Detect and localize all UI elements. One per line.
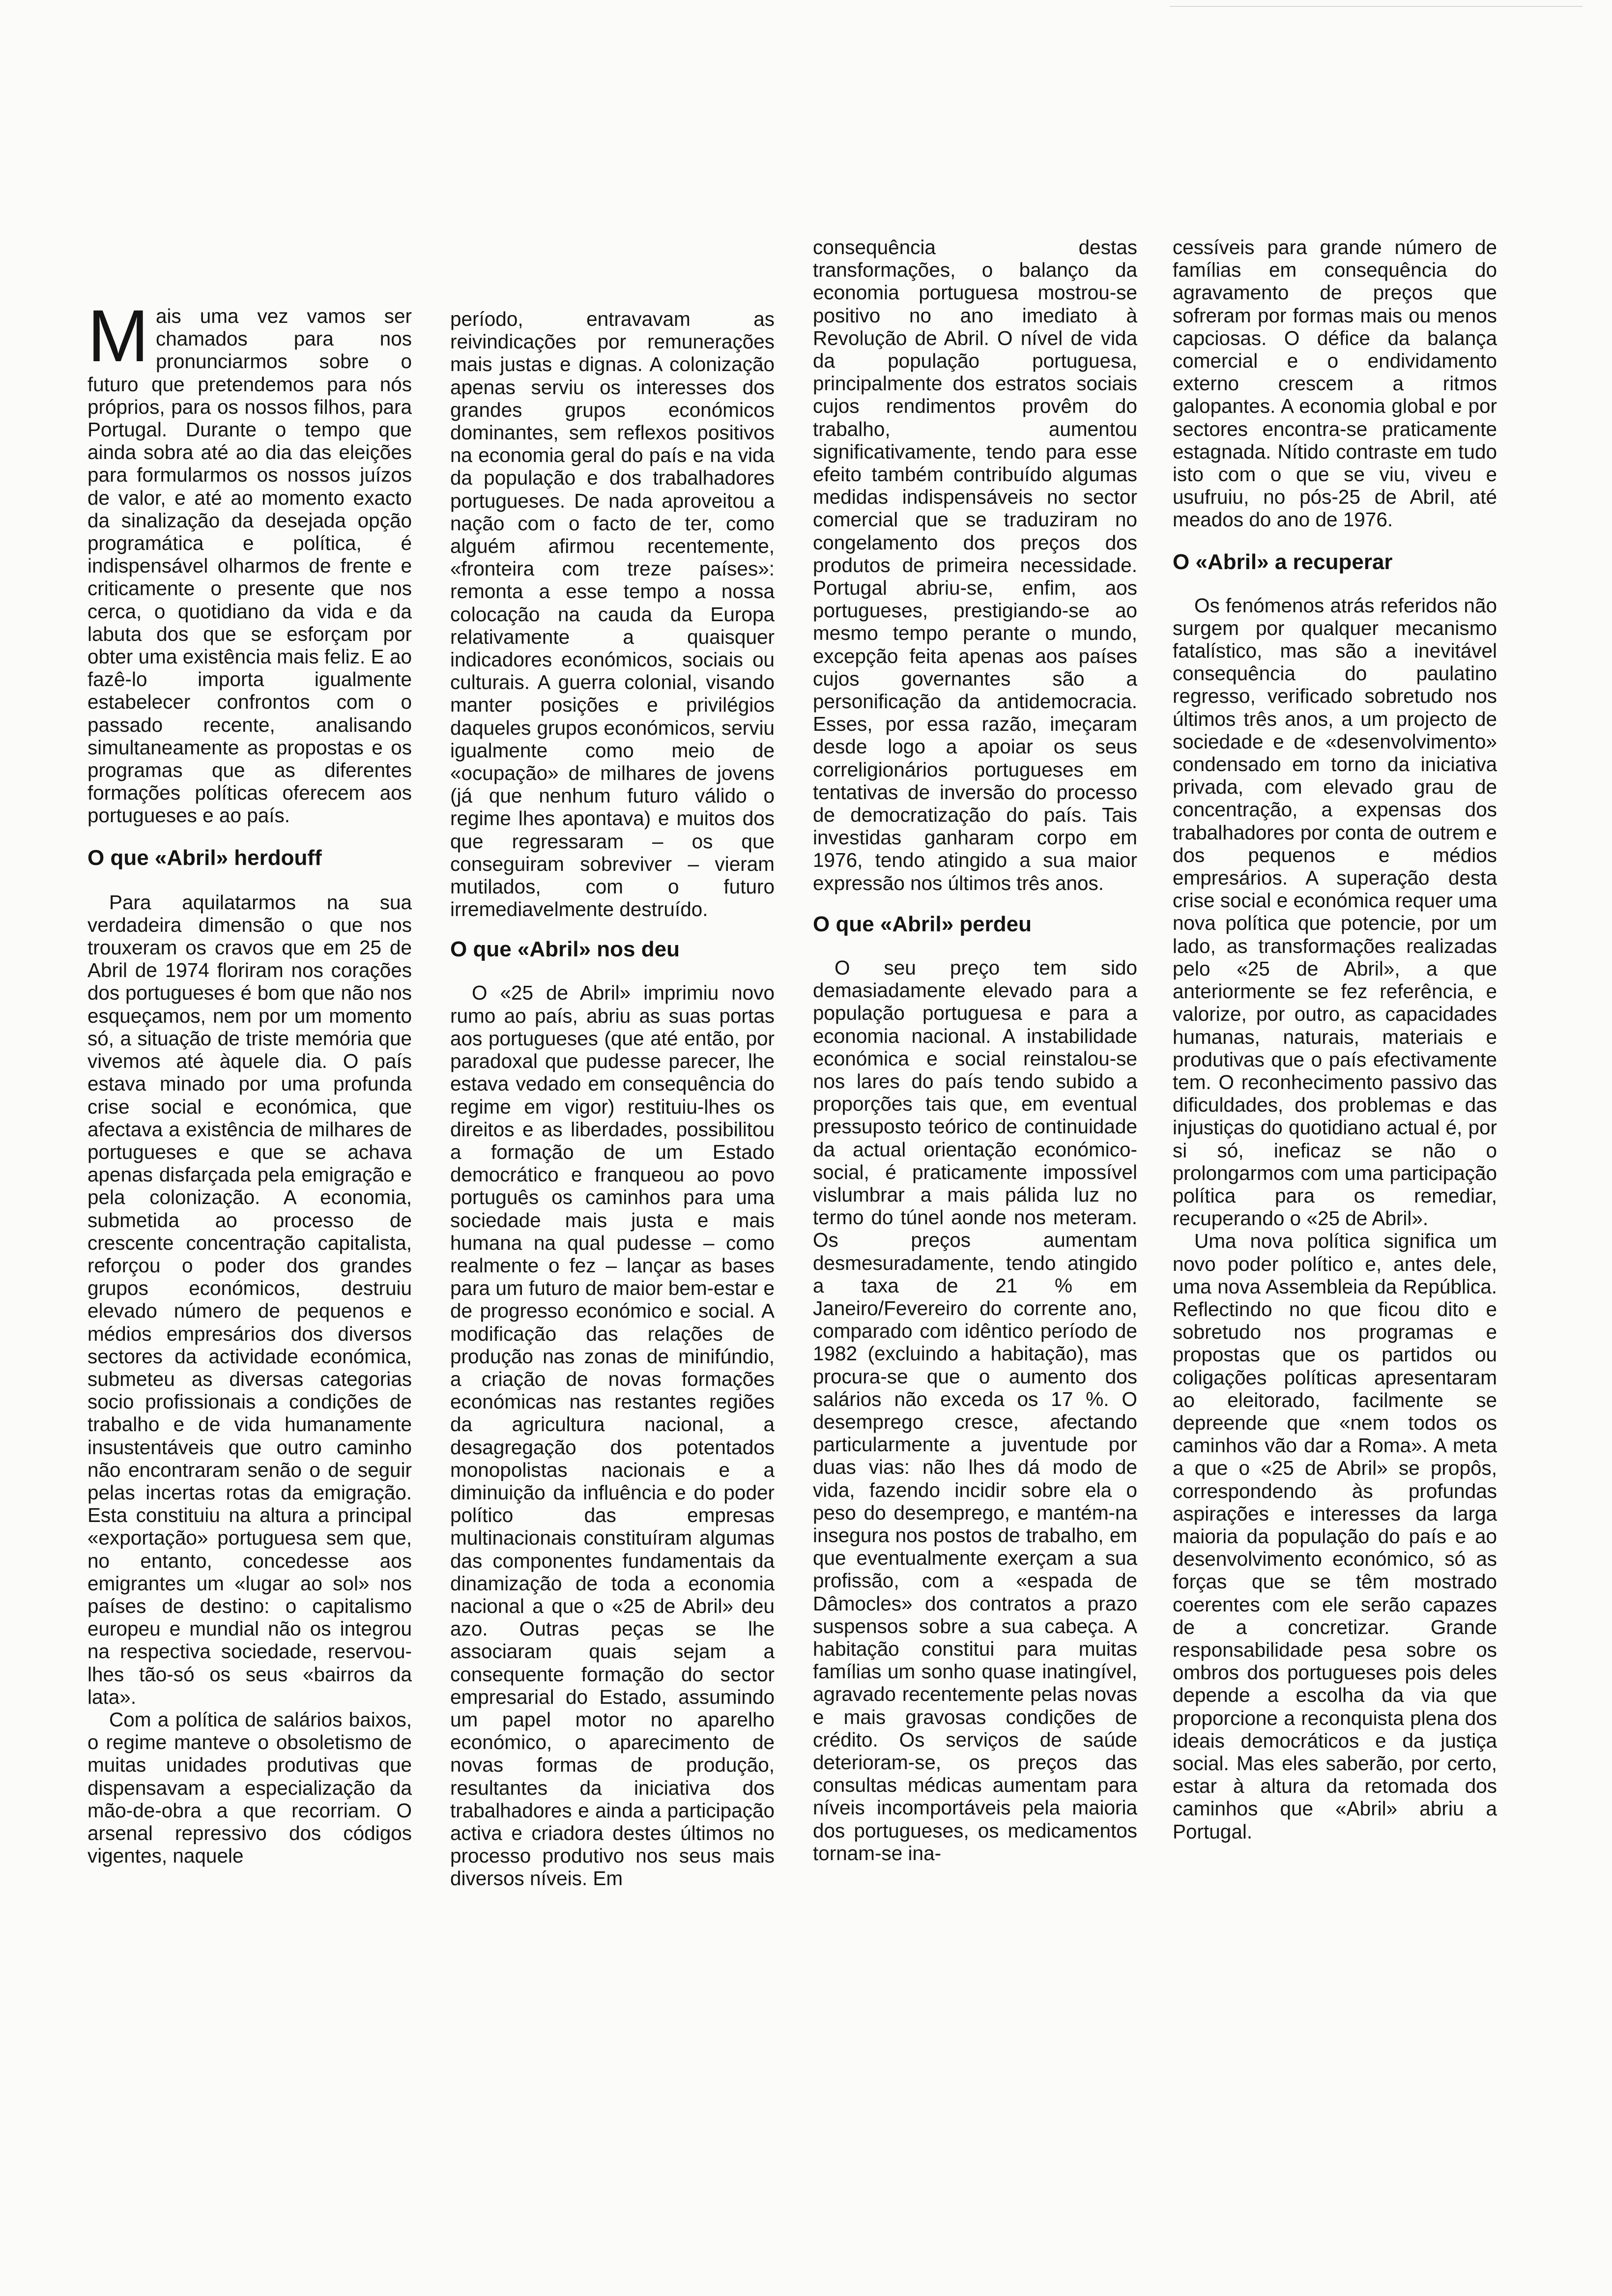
top-rule	[1170, 6, 1583, 7]
intro-paragraph	[87, 294, 412, 827]
paragraph: Para aquilatarmos na sua verdadeira dimensão o que nos trouxeram os cravos que em 25 de Abril de 1974 floriram nos corações dos portugueses é bom que não nos esqueçamos, nem por um momento só, a situação de triste memória que vivemos até àquele dia. O país estava minado por uma profunda crise social e económica, que afectava a existência de milhares de portugueses e que se achava apenas disfarçada pela emigração e pela colonização. A economia, submetida ao processo de crescente concentração capitalista, reforçou o poder dos grandes grupos económicos, destruiu elevado número de pequenos e médios empresários dos diversos sectores da actividade económica, submeteu as diversas categorias socio profissionais a condições de trabalho e de vida humanamente insustentáveis que outro caminho não encontraram senão o de seguir pelas incertas rotas da emigração. Esta constituiu na altura a principal «exportação» portuguesa sem que, no entanto, concedesse aos emigrantes um «lugar ao sol» nos países de destino: o capitalismo europeu e mundial não os integrou na respectiva sociedade, reservou-lhes tão-só os seus «bairros da lata».	[87, 890, 412, 1708]
paragraph: consequência destas transformações, o balanço da economia portuguesa mostrou-se positivo no ano imediato à Revolução de Abril. O nível de vida da população portuguesa, principalmente dos estratos sociais cujos rendimentos provêm do trabalho, aumentou significativamente, tendo para esse efeito também contribuído algumas medidas indispensáveis no sector comercial que se traduziram no congelamento dos preços dos produtos de primeira necessidade. Portugal abriu-se, enfim, aos portugueses, prestigiando-se ao mesmo tempo perante o mundo, excepção feita apenas aos países cujos governantes são a personificação da antidemocracia. Esses, por essa razão, imeçaram desde logo a apoiar os seus correligionários portugueses em tentativas de inversão do processo de democratização do país. Tais investidas ganharam corpo em 1976, tendo atingido a sua maior expressão nos últimos três anos.	[813, 236, 1137, 894]
paragraph: O seu preço tem sido demasiadamente elevado para a população portuguesa e para a economia nacional. A instabilidade económica e social reinstalou-se nos lares do país tendo subido a proporções tais que, em eventual pressuposto teórico de continuidade da actual orientação económico-social, é praticamente impossível vislumbrar a mais pálida luz no termo do túnel aonde nos meteram. Os preços aumentam desmesuradamente, tendo atingido a taxa de 21 % em Janeiro/Fevereiro do corrente ano, comparado com idêntico período de 1982 (excluindo a habitação), mas procura-se que o aumento dos salários não exceda os 17 %. O desemprego cresce, afectando particularmente a juventude por duas vias: não lhes dá modo de vida, fazendo incidir sobre ela o peso do desemprego, e mantém-na insegura nos postos de trabalho, em que eventualmente exerçam a sua profissão, com a «espada de Dâmocles» dos contratos a prazo suspensos sobre a sua cabeça. A habitação constitui para muitas famílias um sonho quase inatingível, agravado recentemente pelas novas e mais gravosas condições de crédito. Os serviços de saúde deterioram-se, os preços das consultas médicas aumentam para níveis incomportáveis pela maioria dos portugueses, os medicamentos tornam-se ina-	[813, 956, 1137, 1865]
section-heading-deu: O que «Abril» nos deu	[450, 937, 680, 962]
drop-cap: M	[87, 294, 149, 377]
paragraph: cessíveis para grande número de famílias em consequência do agravamento de preços que sofreram por formas mais ou menos capciosas. O défice da balança comercial e o endividamento externo crescem a ritmos galopantes. A economia global e por sectores encontra-se praticamente estagnada. Nítido contraste em tudo isto com o que se viu, viveu e usufruiu, no pós-25 de Abril, até meados do ano de 1976.	[1173, 236, 1497, 531]
paragraph: Os fenómenos atrás referidos não surgem por qualquer mecanismo fatalístico, mas são a inevitável consequência do paulatino regresso, verificado sobretudo nos últimos três anos, a um projecto de sociedade e de «desenvolvimento» condensado em torno da iniciativa privada, com elevado grau de concentração, a expensas dos trabalhadores por conta de outrem e dos pequenos e médios empresários. A superação desta crise social e económica requer uma nova política que potencie, por um lado, as transformações realizadas pelo «25 de Abril», a que anteriormente se fez referência, e valorize, por outro, as capacidades humanas, naturais, materiais e produtivas que o país efectivamente tem. O reconhecimento passivo das dificuldades, dos problemas e das injustiças do quotidiano actual é, por si só, ineficaz se não o prolongarmos com uma participação política para os remediar, recuperando o «25 de Abril».	[1173, 594, 1497, 1230]
section-heading-perdeu: O que «Abril» perdeu	[813, 912, 1032, 936]
column-2	[450, 308, 775, 1890]
column-1	[87, 294, 412, 1867]
paragraph: O «25 de Abril» imprimiu novo rumo ao país, abriu as suas portas aos portugueses (que até então, por paradoxal que pudesse parecer, lhe estava vedado em consequência do regime em vigor) restituiu-lhes os direitos e as liberdades, possibilitou a formação de um Estado democrático e franqueou ao povo português os caminhos para uma sociedade mais justa e mais humana na qual pudesse – como realmente o fez – lançar as bases para um futuro de maior bem-estar e de progresso económico e social. A modificação das relações de produção nas zonas de minifúndio, a criação de novas formações económicas nas restantes regiões da agricultura nacional, a desagregação dos potentados monopolistas nacionais e a diminuição da influência e do poder político das empresas multinacionais constituíram algumas das componentes fundamentais da dinamização de toda a economia nacional a que o «25 de Abril» deu azo. Outras peças se lhe associaram quais sejam a consequente formação do sector empresarial do Estado, assumindo um papel motor no aparelho económico, o aparecimento de novas formas de produção, resultantes da iniciativa dos trabalhadores e ainda a participação activa e criadora destes últimos no processo produtivo nos seus mais diversos níveis. Em	[450, 981, 775, 1890]
paragraph: Uma nova política significa um novo poder político e, antes dele, uma nova Assembleia da República. Reflectindo no que ficou dito e sobretudo nos programas e propostas que os partidos ou coligações políticas apresentaram ao eleitorado, facilmente se depreende que «nem todos os caminhos vão dar a Roma». A meta a que o «25 de Abril» se propôs, correspondendo às profundas aspirações e interesses da larga maioria da população do país e ao desenvolvimento económico, só as forças que se têm mostrado coerentes com ele serão capazes de a concretizar. Grande responsabilidade pesa sobre os ombros dos portugueses pois deles depende a escolha da via que proporcione a reconquista plena dos ideais democráticos e da justiça social. Mas eles saberão, por certo, estar à altura da retomada dos caminhos que «Abril» abriu a Portugal.	[1173, 1230, 1497, 1843]
paragraph: período, entravavam as reivindicações por remunerações mais justas e dignas. A colonização apenas serviu os interesses dos grandes grupos económicos dominantes, sem reflexos positivos na economia geral do país e na vida da população e dos trabalhadores portugueses. De nada aproveitou a nação com o facto de ter, como alguém afirmou recentemente, «fronteira com treze países»: remonta a esse tempo a nossa colocação na cauda da Europa relativamente a quaisquer indicadores económicos, sociais ou culturais. A guerra colonial, visando manter posições e privilégios daqueles grupos económicos, serviu igualmente como meio de «ocupação» de milhares de jovens (já que nenhum futuro válido o regime lhes apontava) e muitos dos que regressaram – os que conseguiram sobreviver – vieram mutilados, com o futuro irremediavelmente destruído.	[450, 308, 775, 921]
paragraph: Com a política de salários baixos, o regime manteve o obsoletismo de muitas unidades produtivas que dispensavam a especialização da mão-de-obra a que recorriam. O arsenal repressivo dos códigos vigentes, naquele	[87, 1708, 412, 1867]
section-heading-recuperar: O «Abril» a recuperar	[1173, 549, 1393, 574]
section-heading-herdou: O que «Abril» herdouff	[87, 845, 322, 870]
column-3	[813, 236, 1137, 1865]
intro-text: ais uma vez vamos ser chamados para nos pronunciarmos sobre o futuro que pretendemos para nós próprios, para os nossos filhos, para Portugal. Durante o tempo que ainda sobra até ao dia das eleições para formularmos os nossos juízos de valor, e até ao momento exacto da sinalização da desejada opção programática e política, é indispensável olharmos de frente e criticamente o presente que nos cerca, o quotidiano da vida e da labuta dos que se esforçam por obter uma existência mais feliz. E ao fazê-lo importa igualmente estabelecer confrontos com o passado recente, analisando simultaneamente as propostas e os programas que as diferentes formações políticas oferecem aos portugueses e ao país.	[87, 305, 412, 827]
column-4	[1173, 236, 1497, 1843]
